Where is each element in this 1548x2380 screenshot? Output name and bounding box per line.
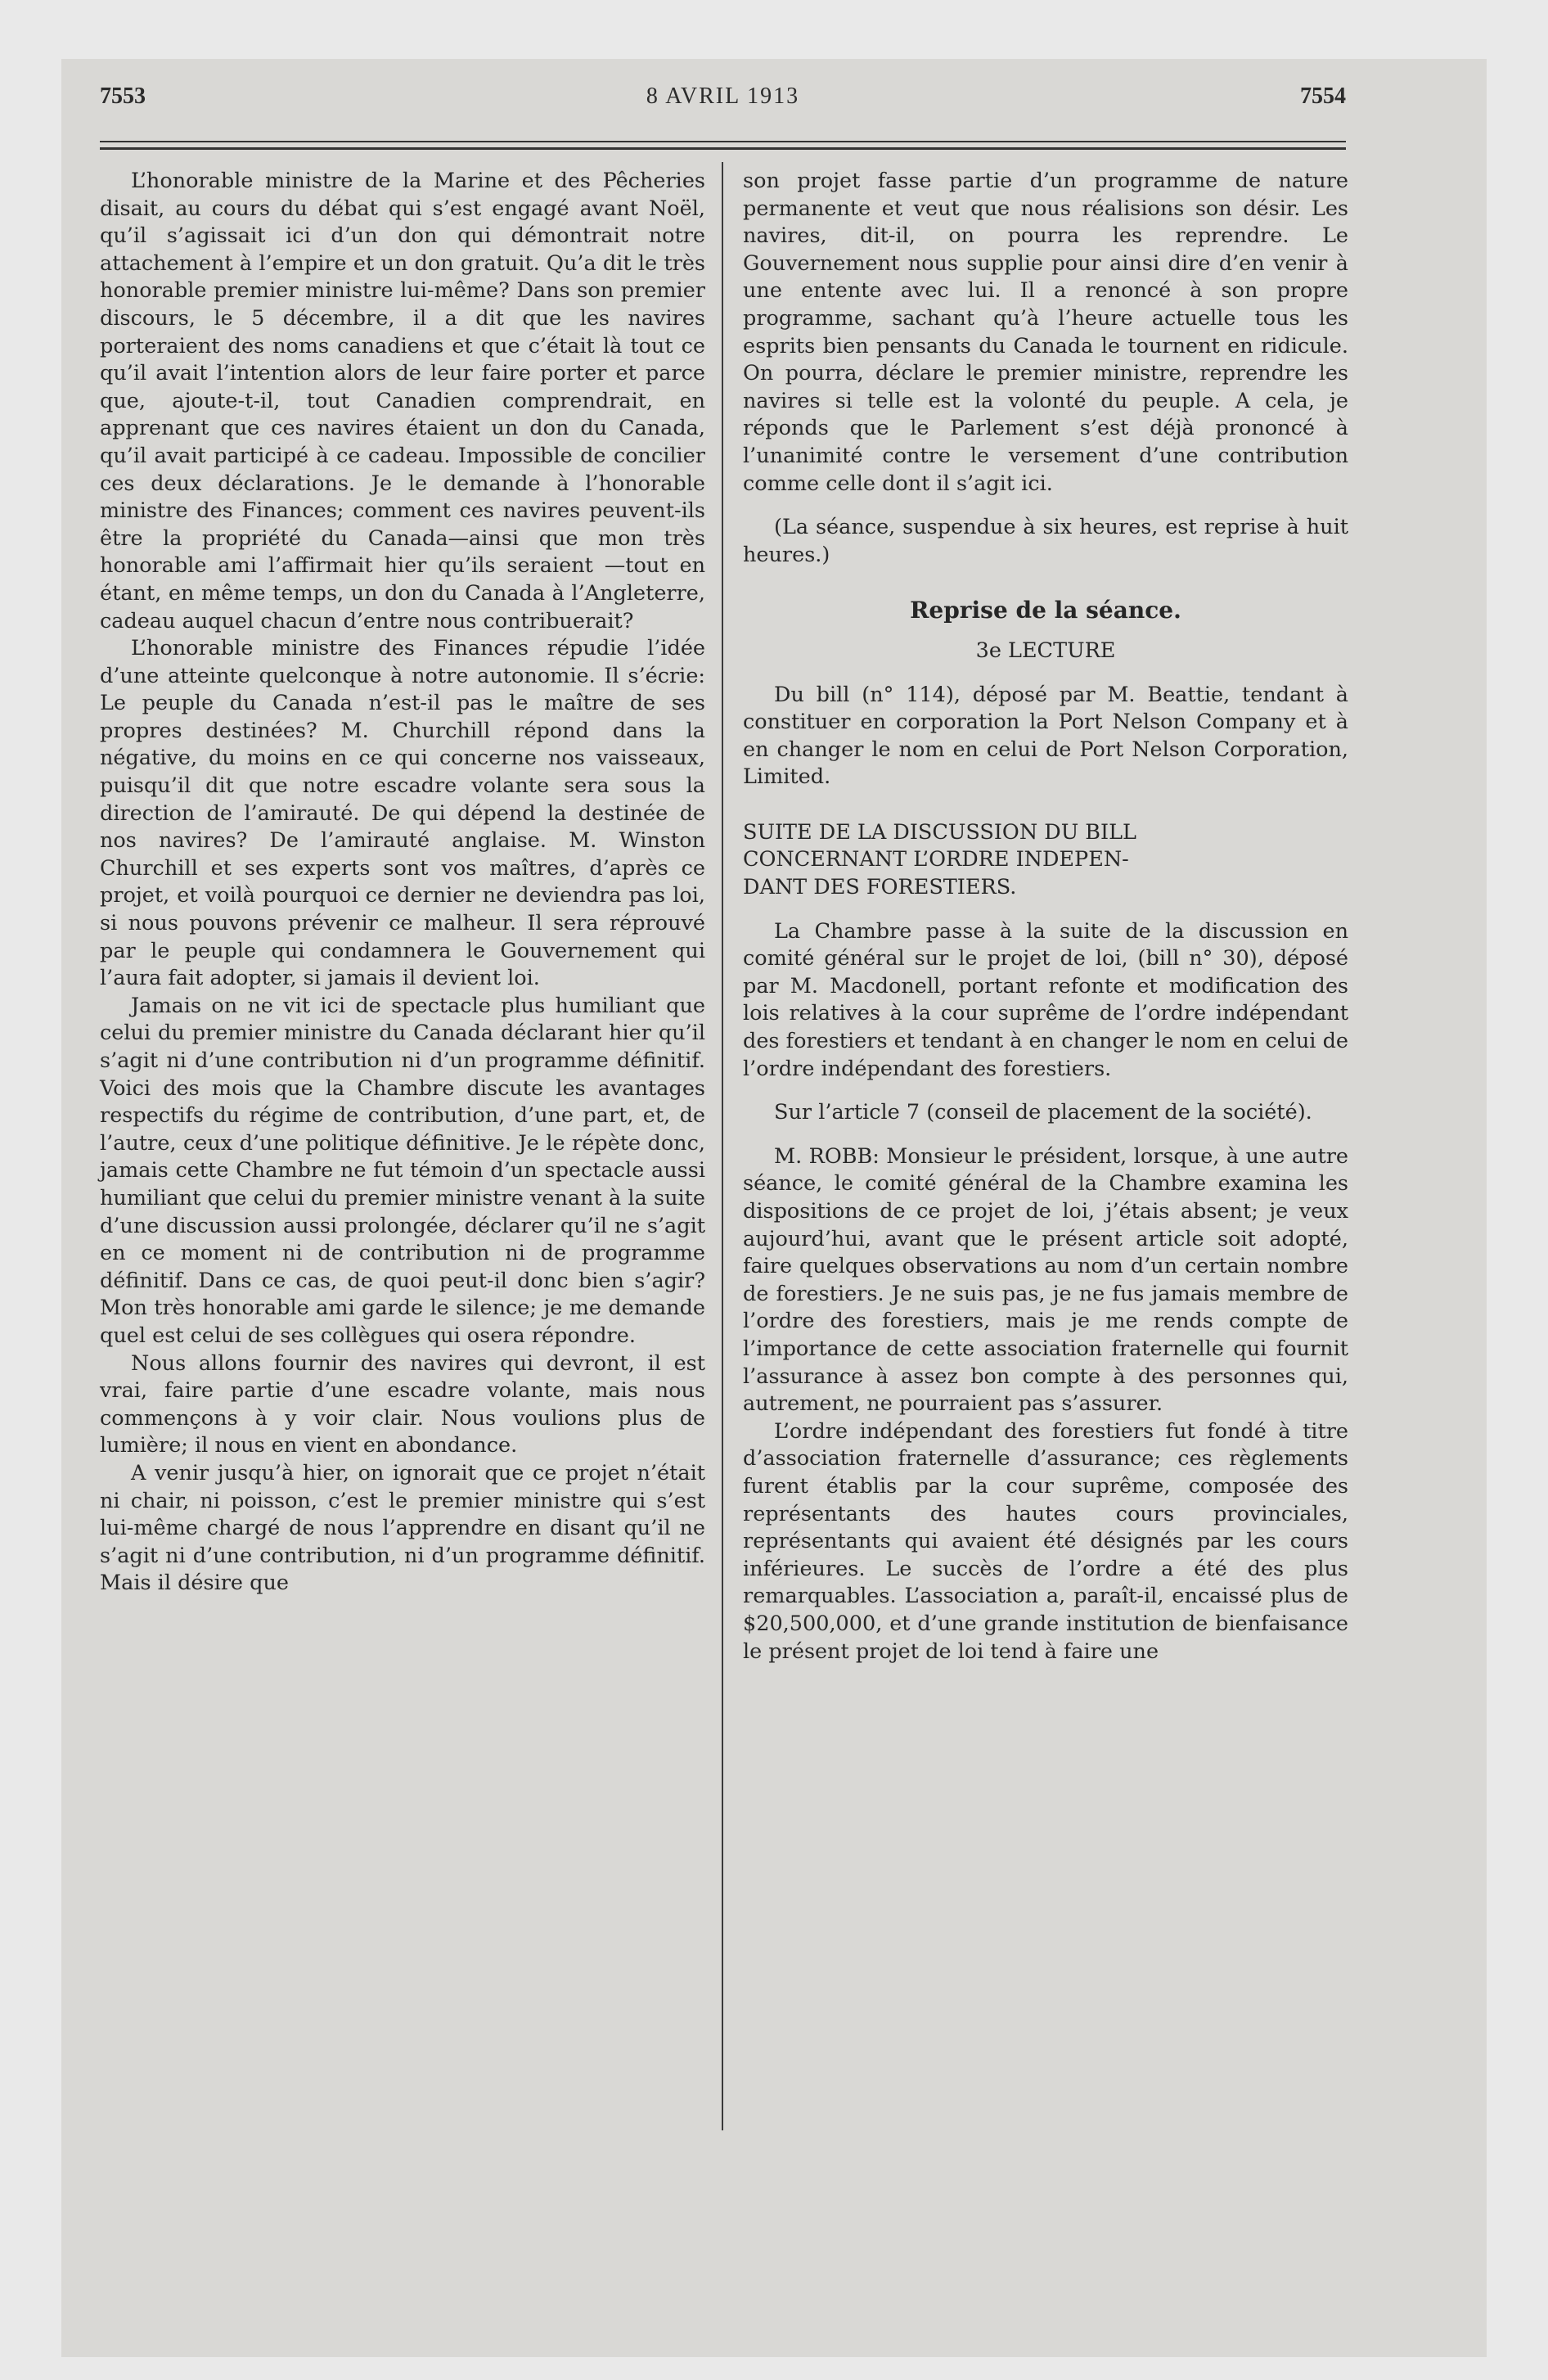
paragraph: Sur l’article 7 (conseil de placement de la société).: [774, 1100, 1312, 1125]
header-rule-thick: [100, 147, 1346, 150]
paragraph: La Chambre passe à la suite de la discussion en comité général sur le projet de loi, (bill n° 30), déposé par M. Macdonell, portant refonte et modification des lois relatives à la cour suprême de l’ordre indépendant des forestiers et tendant à en changer le nom en celui de l’ordre indépendant des forestiers.: [743, 918, 1348, 1081]
paragraph: Nous allons fournir des navires qui devront, il est vrai, faire partie d’une escadre volante, mais nous commençons à y voir clair. Nous voulions plus de lumière; il nous en vient en abondance.: [100, 1350, 705, 1458]
right-column: [743, 168, 1348, 1666]
page-date: 8 AVRIL 1913: [646, 83, 800, 109]
paragraph: Jamais on ne vit ici de spectacle plus humiliant que celui du premier ministre du Canada déclarant hier qu’il s’agit ni d’une contribution ni d’un programme définitif. Voici des mois que la Chambre discute les avantages respectifs du régime de contribution, d’une part, et, de l’autre, ceux d’une politique définitive. Je le répète donc, jamais cette Chambre ne fut témoin d’un spectacle aussi humiliant que celui du premier ministre venant à la suite d’une discussion aussi prolongée, déclarer qu’il ne s’agit en ce moment ni de contribution ni de programme définitif. Dans ce cas, de quoi peut-il donc bien s’agir? Mon très honorable ami garde le silence; je me demande quel est celui de ses collègues qui osera répondre.: [100, 993, 705, 1348]
session-note: (La séance, suspendue à six heures, est reprise à huit heures.): [743, 515, 1348, 567]
heading-line: CONCERNANT L’ORDRE INDEPEN-: [743, 847, 1129, 872]
paragraph: Du bill (n° 114), déposé par M. Beattie, tendant à constituer en corporation la Port Nelson Company et à en changer le nom en celui de Port Nelson Corporation, Limited.: [743, 682, 1348, 790]
paragraph: L’honorable ministre des Finances répudie l’idée d’une atteinte quelconque à notre autonomie. Il s’écrie: Le peuple du Canada n’est-il pas le maître de ses propres destinées? M. Churchill répond dans la négative, du moins en ce qui concerne nos vaisseaux, puisqu’il dit que notre escadre volante sera sous la direction de l’amirauté. De qui dépend la destinée de nos navires? De l’amirauté anglaise. M. Winston Churchill et ses experts sont vos maîtres, d’après ce projet, et voilà pourquoi ce dernier ne deviendra pas loi, si nous pouvons prévenir ce malheur. Il sera réprouvé par le peuple qui condamnera le Gouvernement qui l’aura fait adopter, si jamais il devient loi.: [100, 636, 705, 991]
heading-line: SUITE DE LA DISCUSSION DU BILL: [743, 819, 1136, 845]
section-heading: Reprise de la séance.: [910, 597, 1181, 624]
paragraph: L’ordre indépendant des forestiers fut fondé à titre d’association fraternelle d’assurance; ces règlements furent établis par la cour suprême, composée des représentants des hautes cours provinciales, représentants qui avaient été désignés par les cours inférieures. Le succès de l’ordre a été des plus remarquables. L’association a, paraît-il, encaissé plus de $20,500,000, et d’une grande institution de bienfaisance le présent projet de loi tend à faire une: [743, 1418, 1348, 1664]
paragraph: son projet fasse partie d’un programme de nature permanente et veut que nous réalisions son désir. Les navires, dit-il, on pourra les reprendre. Le Gouvernement nous supplie pour ainsi dire d’en venir à une entente avec lui. Il a renoncé à son propre programme, sachant qu’à l’heure actuelle tous les esprits bien pensants du Canada le tournent en ridicule. On pourra, déclare le premier ministre, reprendre les navires si telle est la volonté du peuple. A cela, je réponds que le Parlement s’est déjà prononcé à l’unanimité contre le versement d’une contribution comme celle dont il s’agit ici.: [743, 169, 1348, 496]
header-rule-thin: [100, 141, 1346, 142]
heading-line: DANT DES FORESTIERS.: [743, 875, 1017, 900]
paragraph: M. ROBB: Monsieur le président, lorsque, à une autre séance, le comité général de la Chambre examina les dispositions de ce projet de loi, j’étais absent; je veux aujourd’hui, avant que le présent article soit adopté, faire quelques observations au nom d’un certain nombre de forestiers. Je ne suis pas, je ne fus jamais membre de l’ordre des forestiers, mais je me rends compte de l’importance de cette association fraternelle qui fournit l’assurance à assez bon compte à des personnes qui, autrement, ne pourraient pas s’assurer.: [743, 1143, 1348, 1417]
subheading: 3e LECTURE: [975, 638, 1116, 663]
left-column: [100, 168, 705, 1598]
page-number-right: 7554: [1300, 83, 1346, 109]
paragraph: L’honorable ministre de la Marine et des Pêcheries disait, au cours du débat qui s’est engagé avant Noël, qu’il s’agissait ici d’un don qui démontrait notre attachement à l’empire et un don gratuit. Qu’a dit le très honorable premier ministre lui-même? Dans son premier discours, le 5 décembre, il a dit que les navires porteraient des noms canadiens et que c’était là tout ce qu’il avait l’intention alors de leur faire porter et parce que, ajoute-t-il, tout Canadien comprendrait, en apprenant que ces navires étaient un don du Canada, qu’il avait participé à ce cadeau. Impossible de concilier ces deux déclarations. Je le demande à l’honorable ministre des Finances; comment ces navires peuvent-ils être la propriété du Canada—ainsi que mon très honorable ami l’affirmait hier qu’ils seraient —tout en étant, en même temps, un don du Canada à l’Angleterre, cadeau auquel chacun d’entre nous contribuerait?: [100, 169, 705, 633]
discussion-heading: [743, 819, 1348, 902]
column-divider: [722, 162, 723, 2130]
page-header: [100, 83, 1346, 124]
paragraph: A venir jusqu’à hier, on ignorait que ce projet n’était ni chair, ni poisson, c’est le premier ministre qui s’est lui-même chargé de nous l’apprendre en disant qu’il ne s’agit ni d’une contribution, ni d’un programme définitif. Mais il désire que: [100, 1460, 705, 1596]
page-number-left: 7553: [100, 83, 146, 109]
